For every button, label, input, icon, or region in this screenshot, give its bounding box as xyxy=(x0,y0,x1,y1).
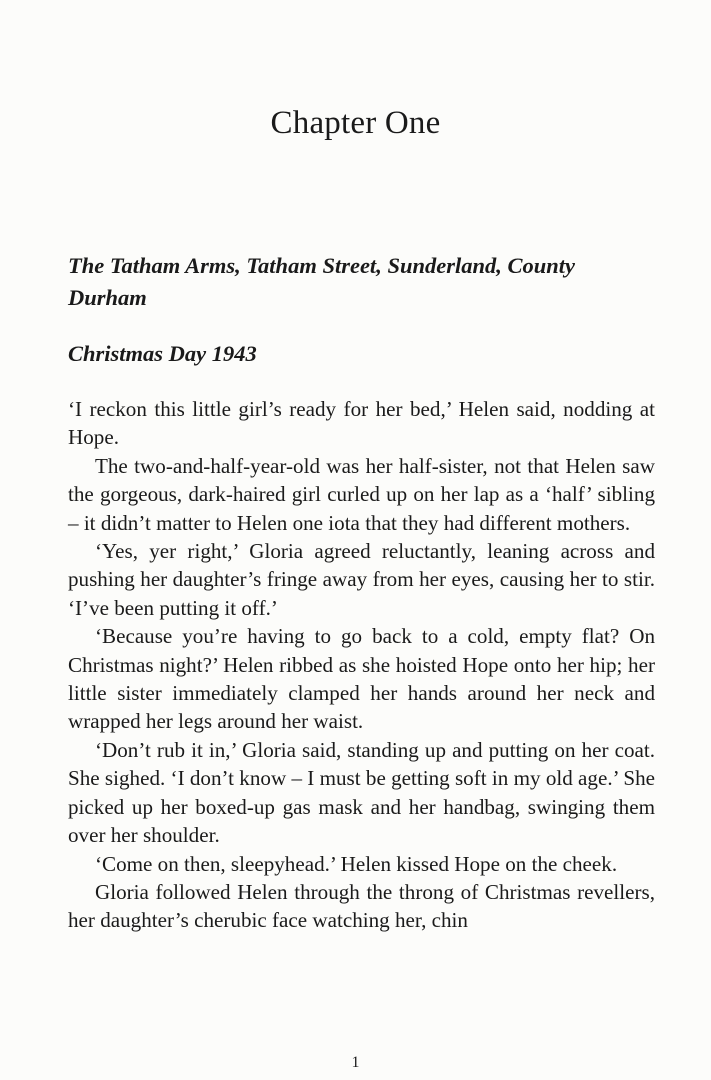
paragraph: ‘Yes, yer right,’ Gloria agreed reluctantly, leaning across and pushing her daughter’s fringe away from her eyes, causing her to stir. ‘I’ve been putting it off.’ xyxy=(68,539,655,620)
date-heading: Christmas Day 1943 xyxy=(68,341,257,366)
paragraph: ‘Come on then, sleepyhead.’ Helen kissed Hope on the cheek. xyxy=(95,851,618,876)
location-heading: The Tatham Arms, Tatham Street, Sunderland, County Durham xyxy=(68,253,576,310)
paragraph: ‘I reckon this little girl’s ready for her bed,’ Helen said, nodding at Hope. xyxy=(68,397,655,450)
paragraph: The two-and-half-year-old was her half-sister, not that Helen saw the gorgeous, dark-haired girl curled up on her lap as a ‘half’ sibling – it didn’t matter to Helen one iota that they had different mothers. xyxy=(68,453,655,535)
paragraph: Gloria followed Helen through the throng of Christmas revellers, her daughter’s cherubic face watching her, chin xyxy=(68,879,655,933)
paragraph: ‘Because you’re having to go back to a cold, empty flat? On Christmas night?’ Helen ribbed as she hoisted Hope onto her hip; her little sister immediately clamped her hands around her neck and wrapped her legs around her waist. xyxy=(68,624,655,734)
body-text xyxy=(68,395,655,935)
page-number: 1 xyxy=(351,1054,360,1071)
chapter-title: Chapter One xyxy=(270,105,441,141)
paragraph: ‘Don’t rub it in,’ Gloria said, standing up and putting on her coat. She sighed. ‘I don’t know – I must be getting soft in my old age.’ She picked up her boxed-up gas mask and her handbag, swinging them over her shoulder. xyxy=(68,737,655,848)
